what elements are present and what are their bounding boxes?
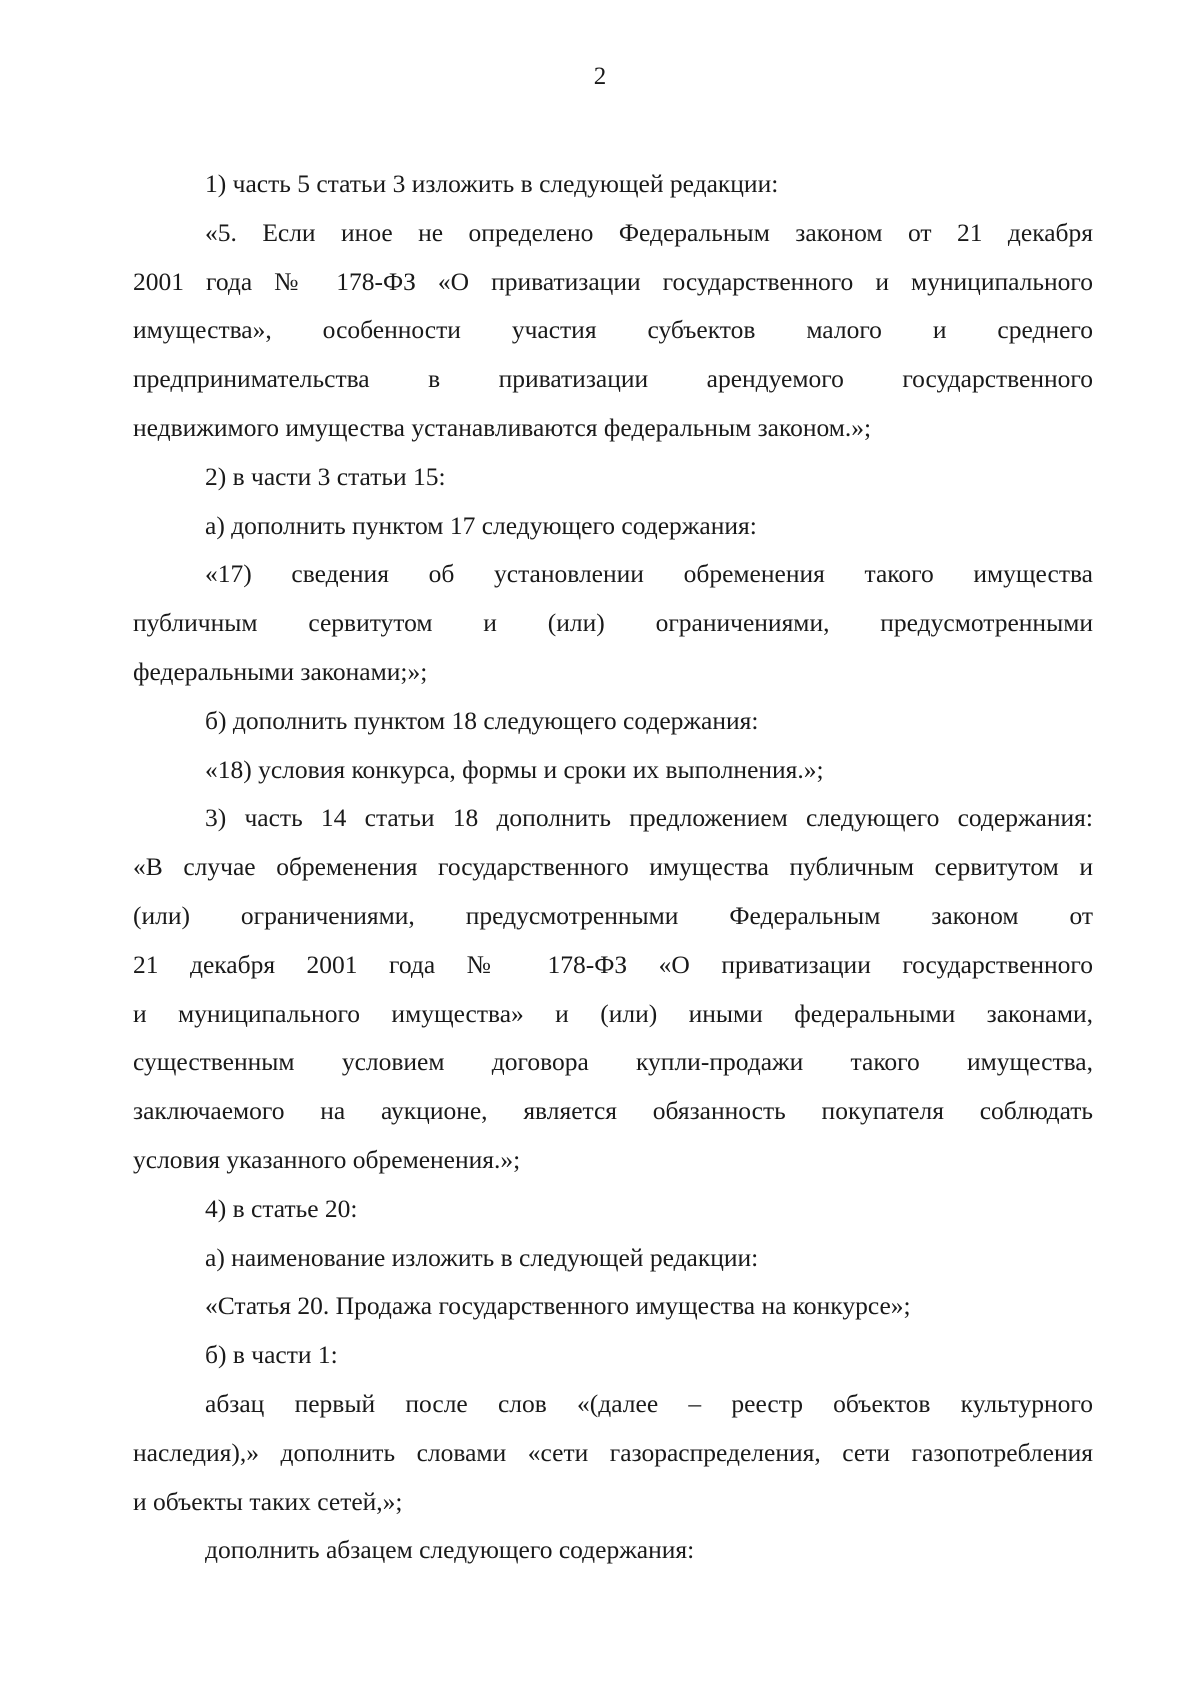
text-line: публичным сервитутом и (или) ограничениями, предусмотренными <box>133 608 1093 638</box>
paragraph <box>133 1526 1093 1575</box>
paragraph <box>133 209 1093 453</box>
paragraph <box>133 1282 1093 1331</box>
text-line: б) в части 1: <box>205 1340 338 1370</box>
paragraph <box>133 160 1093 209</box>
text-line: 4) в статье 20: <box>205 1193 358 1223</box>
text-line: 2) в части 3 статьи 15: <box>205 461 446 491</box>
text-line: 21 декабря 2001 года № 178-ФЗ «О приватизации государственного <box>133 949 1093 979</box>
paragraph <box>133 794 1093 1184</box>
paragraph <box>133 550 1093 696</box>
text-line: и муниципального имущества» и (или) иными федеральными законами, <box>133 998 1093 1028</box>
text-line: 1) часть 5 статьи 3 изложить в следующей редакции: <box>205 169 779 198</box>
text-line: а) дополнить пунктом 17 следующего содержания: <box>205 510 757 540</box>
document-body <box>133 160 1093 1575</box>
text-line: «Статья 20. Продажа государственного имущества на конкурсе»; <box>205 1291 911 1321</box>
text-line: существенным условием договора купли-продажи такого имущества, <box>133 1047 1093 1077</box>
text-line: дополнить абзацем следующего содержания: <box>205 1535 695 1565</box>
text-line: и объекты таких сетей,»; <box>133 1486 403 1516</box>
text-line: а) наименование изложить в следующей редакции: <box>205 1242 759 1272</box>
paragraph <box>133 1185 1093 1234</box>
paragraph <box>133 746 1093 795</box>
paragraph <box>133 697 1093 746</box>
text-line: «В случае обременения государственного имущества публичным сервитутом и <box>133 852 1093 882</box>
text-line: 3) часть 14 статьи 18 дополнить предложением следующего содержания: <box>205 803 1093 833</box>
text-line: предпринимательства в приватизации арендуемого государственного <box>133 364 1093 394</box>
text-line: абзац первый после слов «(далее – реестр объектов культурного <box>205 1388 1093 1418</box>
text-line: наследия),» дополнить словами «сети газораспределения, сети газопотребления <box>133 1437 1093 1467</box>
text-line: «18) условия конкурса, формы и сроки их выполнения.»; <box>205 754 824 784</box>
text-line: заключаемого на аукционе, является обязанность покупателя соблюдать <box>133 1096 1093 1126</box>
page-number: 2 <box>593 63 607 90</box>
text-line: условия указанного обременения.»; <box>133 1144 521 1174</box>
text-line: 2001 года № 178-ФЗ «О приватизации государственного и муниципального <box>133 266 1093 296</box>
text-line: недвижимого имущества устанавливаются федеральным законом.»; <box>133 412 872 442</box>
paragraph <box>133 453 1093 502</box>
text-line: (или) ограничениями, предусмотренными Федеральным законом от <box>133 900 1093 930</box>
text-line: «17) сведения об установлении обременения такого имущества <box>205 559 1093 589</box>
paragraph <box>133 502 1093 551</box>
text-line: б) дополнить пунктом 18 следующего содержания: <box>205 705 759 735</box>
text-line: имущества», особенности участия субъектов малого и среднего <box>133 315 1093 345</box>
paragraph <box>133 1331 1093 1380</box>
text-line: «5. Если иное не определено Федеральным законом от 21 декабря <box>205 217 1093 247</box>
paragraph <box>133 1380 1093 1526</box>
paragraph <box>133 1234 1093 1283</box>
text-line: федеральными законами;»; <box>133 656 428 686</box>
